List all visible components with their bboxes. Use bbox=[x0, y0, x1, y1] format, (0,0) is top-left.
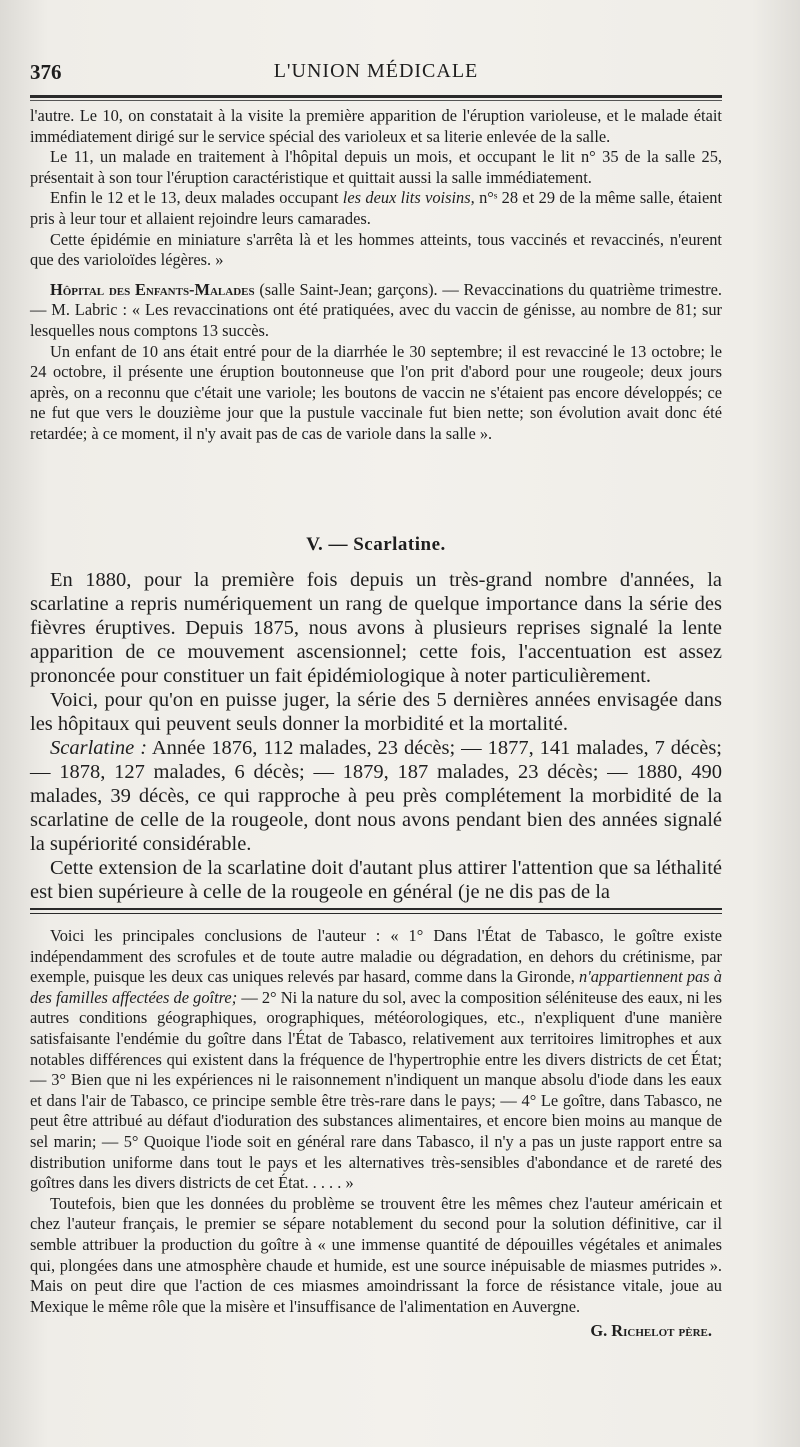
paragraph: Toutefois, bien que les données du problème se trouvent être les mêmes chez l'auteur américain et chez l'auteur français, le premier se sépare notablement du second pour la solution définitive, car il semble attribuer la production du goître à « une immense quantité de dépouilles végétales et animales qui, plongées dans une atmosphère chaude et humide, est une source inépuisable de miasmes putrides ». Mais on peut dire que l'action de ces miasmes amoindrissant la force de résistance vitale, joue au Mexique le même rôle que la misère et l'insuffisance de l'alimentation en Auvergne. bbox=[30, 1193, 722, 1316]
italic-run: les deux lits voisins, bbox=[342, 188, 475, 208]
paragraph: Cette extension de la scarlatine doit d'autant plus attirer l'attention que sa léthalité est bien supérieure à celle de la rougeole en général (je ne dis pas de la bbox=[30, 857, 722, 903]
paragraph: Un enfant de 10 ans était entré pour de la diarrhée le 30 septembre; il est revacciné le 13 octobre; le 24 octobre, il présente une éruption boutonneuse que l'on prit d'abord pour une rougeole; deux jours après, on a reconnu que c'était une variole; les boutons de vaccin ne s'étaient pas encore développés; ce ne fut que vers le douzième jour que la pustule vaccinale fut bien nette; son évolution avait donc été retardée; à ce moment, il n'y avait pas de cas de variole dans la salle ». bbox=[30, 341, 722, 443]
text-run: Voici les principales conclusions de l'auteur : « 1° Dans l'État de Tabasco, le goître existe indépendamment des scrofules et de toute autre maladie ou dégradation, en dehors du crétinisme, par exemple, puisque les deux cas uniques relevés par hasard, comme dans la Gironde, bbox=[30, 926, 722, 987]
footnote-rule bbox=[30, 908, 722, 910]
running-title: L'UNION MÉDICALE bbox=[273, 60, 479, 82]
paragraph: Cette épidémie en miniature s'arrêta là et les hommes atteints, tous vaccinés et revaccinés, n'eurent que des varioloïdes légères. » bbox=[30, 229, 722, 270]
hospital-name: Hôpital des Enfants-Malades bbox=[50, 279, 255, 299]
paragraph bbox=[30, 188, 722, 229]
text-run: (salle Saint-Jean; garçons). — Revaccinations du quatrième trimestre. — M. Labric : « Les revaccinations ont été pratiquées, avec du vaccin de génisse, au nombre de 81; sur lesquelles nous comptons 13 succès. bbox=[30, 279, 723, 340]
text-run: Enfin le 12 et le 13, deux malades occupant bbox=[50, 188, 343, 208]
italic-run: Scarlatine : bbox=[50, 737, 148, 759]
author-name: G. Richelot père. bbox=[590, 1321, 712, 1341]
paragraph: En 1880, pour la première fois depuis un très-grand nombre d'années, la scarlatine a repris numériquement un rang de quelque importance dans la série des fièvres éruptives. Depuis 1875, nous avons à plusieurs reprises signalé la lente apparition de ce mouvement ascensionnel; cette fois, l'accentuation est assez prononcée pour constituer un fait épidémiologique à noter particulièrement. bbox=[30, 569, 722, 687]
footnote-block bbox=[30, 926, 722, 1342]
top-text-block bbox=[30, 106, 722, 445]
signature bbox=[30, 1321, 722, 1342]
text-run: n°ˢ 28 et 29 de la même salle, étaient pris à leur tour et allaient rejoindre leurs camarades. bbox=[30, 188, 723, 228]
page-number: 376 bbox=[30, 60, 62, 84]
section-heading bbox=[30, 534, 722, 556]
text-run: — 2° Ni la nature du sol, avec la composition séléniteuse des eaux, ni les autres conditions géographiques, orographiques, météorologiques, etc., n'expliquent d'une manière satisfaisante l'endémie du goître dans l'État de Tabasco, relativement aux territoires limitrophes et aux notables différences qui existent dans la fréquence de l'hypertrophie entre les divers districts de cet État; — 3° Bien que ni les expériences ni le raisonnement n'indiquent un manque absolu d'iode dans les eaux et dans l'air de Tabasco, ce principe semble être très-rare dans le pays; — 4° Le goître, dans Tabasco, ne peut être attribué au défaut d'ioduration des substances alimentaires, et encore bien moins au manque de sel marin; — 5° Quoique l'iode soit en général rare dans Tabasco, il n'y a pas un juste rapport entre sa distribution uniforme dans tout le pays et les alternatives très-sensibles d'abondance et de rareté des goîtres dans les divers districts de cet État. . . . . » bbox=[30, 987, 722, 1193]
header-rule-thin bbox=[30, 100, 722, 101]
main-text-block bbox=[30, 568, 722, 904]
paragraph bbox=[30, 736, 722, 856]
paragraph: l'autre. Le 10, on constatait à la visite la première apparition de l'éruption varioleuse, et le malade était immédiatement dirigé sur le service spécial des varioleux et sa literie enlevée de la salle. bbox=[30, 106, 722, 146]
section-title: V. — Scarlatine. bbox=[306, 534, 446, 555]
italic-run: n'appartiennent pas à des familles affectées de goître; bbox=[30, 967, 722, 1007]
text-run: Année 1876, 112 malades, 23 décès; — 1877, 141 malades, 7 décès; — 1878, 127 malades, 6 décès; — 1879, 187 malades, 23 décès; — 1880, 490 malades, 39 décès, ce qui rapproche à peu près complétement la morbidité de la scarlatine de celle de la rougeole, dont nous avons pendant bien des années signalé la supériorité considérable. bbox=[30, 737, 723, 855]
footnote-rule-thin bbox=[30, 913, 722, 914]
paragraph bbox=[30, 280, 722, 342]
paragraph bbox=[30, 926, 722, 1194]
page-header bbox=[30, 58, 722, 88]
paragraph: Voici, pour qu'on en puisse juger, la série des 5 dernières années envisagée dans les hôpitaux qui peuvent seuls donner la morbidité et la mortalité. bbox=[30, 689, 722, 735]
header-rule bbox=[30, 95, 722, 98]
paragraph: Le 11, un malade en traitement à l'hôpital depuis un mois, et occupant le lit n° 35 de la salle 25, présentait à son tour l'éruption caractéristique et quittait aussi la salle immédiatement. bbox=[30, 147, 722, 187]
